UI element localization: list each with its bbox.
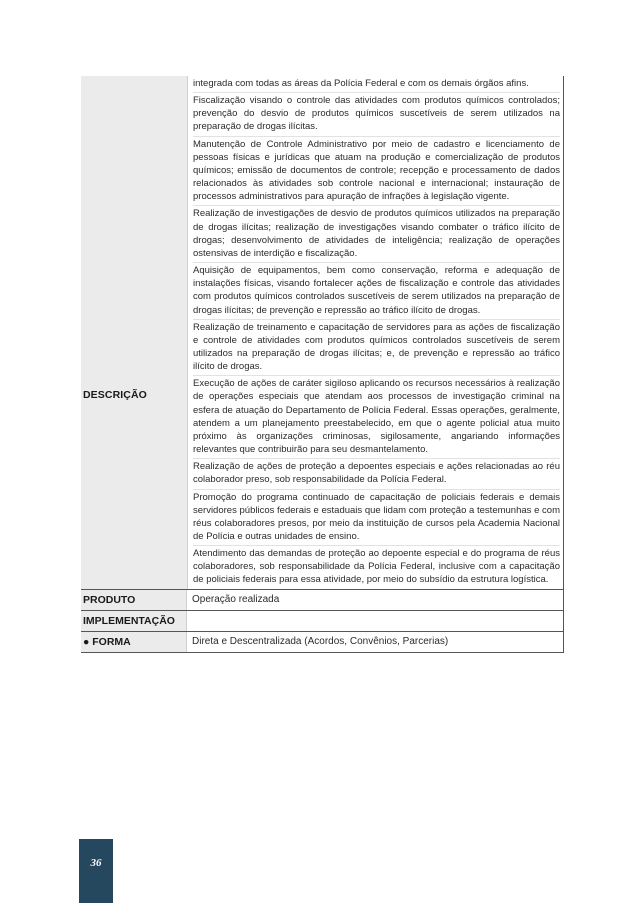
page-number: 36: [90, 857, 102, 869]
forma-label: ● FORMA: [81, 632, 187, 652]
description-label: DESCRIÇÃO: [83, 389, 147, 401]
description-paragraph: Realização de investigações de desvio de produtos químicos utilizados na preparação de drogas ilícitas; realização de investigações visando combater o tráfico ilícito de drogas; desenvolvimento de atividades de inteligência; realização de operações ostensivas de interdição e fiscalização.: [193, 206, 560, 263]
description-paragraph: Atendimento das demandas de proteção ao depoente especial e do programa de réus colaboradores, sob responsabilidade da Polícia Federal, inclusive com a capacitação de policiais federais para essa atividade, por meio do subsídio da estrutura logística.: [193, 548, 560, 586]
description-paragraph: Realização de treinamento e capacitação de servidores para as ações de fiscalização e controle de atividades com produtos químicos controlados suscetíveis de serem utilizados na preparação de drogas ilícitas; e, de prevenção e repressão ao tráfico ilícito de drogas.: [193, 320, 560, 377]
description-label-cell: [81, 76, 188, 589]
program-table: [81, 76, 564, 653]
description-paragraph: Promoção do programa continuado de capacitação de policiais federais e demais servidores públicos federais e estaduais que lidam com proteção a testemunhas e com réus colaboradores presos, por meio da instituição de cursos pela Academia Nacional de Polícia e outras unidades de ensino.: [193, 490, 560, 547]
description-paragraph: Realização de ações de proteção a depoentes especiais e ações relacionadas ao réu colaborador preso, sob responsabilidade da Polícia Federal.: [193, 459, 560, 489]
description-paragraph: Execução de ações de caráter sigiloso aplicando os recursos necessários à realização de operações especiais que atendam aos processos de investigação criminal na esfera de atuação do Departamento de Polícia Federal. Essas operações, geralmente, atendem a um planejamento preestabelecido, em que o agente policial atua muito próximo às organizações criminosas, sigilosamente, angariando informações relevantes que contribuirão para seu desmantelamento.: [193, 376, 560, 459]
forma-row: [81, 632, 564, 653]
description-paragraph: integrada com todas as áreas da Polícia Federal e com os demais órgãos afins.: [193, 76, 560, 93]
description-paragraph: Manutenção de Controle Administrativo por meio de cadastro e licenciamento de pessoas físicas e jurídicas que atuam na produção e comercialização de produtos químicos; emissão de documentos de controle; recepção e processamento de dados relacionados às atividades sob controle nacional e internacional; instauração de processos administrativos para apuração de infrações à legislação vigente.: [193, 137, 560, 207]
description-row: [81, 76, 564, 590]
forma-value: Direta e Descentralizada (Acordos, Convênios, Parcerias): [187, 632, 564, 652]
implementacao-value: [187, 611, 564, 631]
page-number-tab: [79, 839, 113, 903]
produto-label: PRODUTO: [81, 590, 187, 610]
description-paragraph: Aquisição de equipamentos, bem como conservação, reforma e adequação de instalações físicas, visando fortalecer ações de fiscalização e controle das atividades com produtos químicos controlados suscetíveis de serem utilizados na preparação de drogas ilícitas; de prevenção e repressão ao tráfico ilícito de drogas.: [193, 263, 560, 320]
description-paragraph: Fiscalização visando o controle das atividades com produtos químicos controlados; prevenção do desvio de produtos químicos suscetíveis de serem utilizados na preparação de drogas ilícitas.: [193, 93, 560, 136]
implementacao-row: [81, 611, 564, 632]
implementacao-label: IMPLEMENTAÇÃO: [81, 611, 187, 631]
produto-value: Operação realizada: [187, 590, 564, 610]
produto-row: [81, 590, 564, 611]
description-text-cell: [188, 76, 564, 589]
